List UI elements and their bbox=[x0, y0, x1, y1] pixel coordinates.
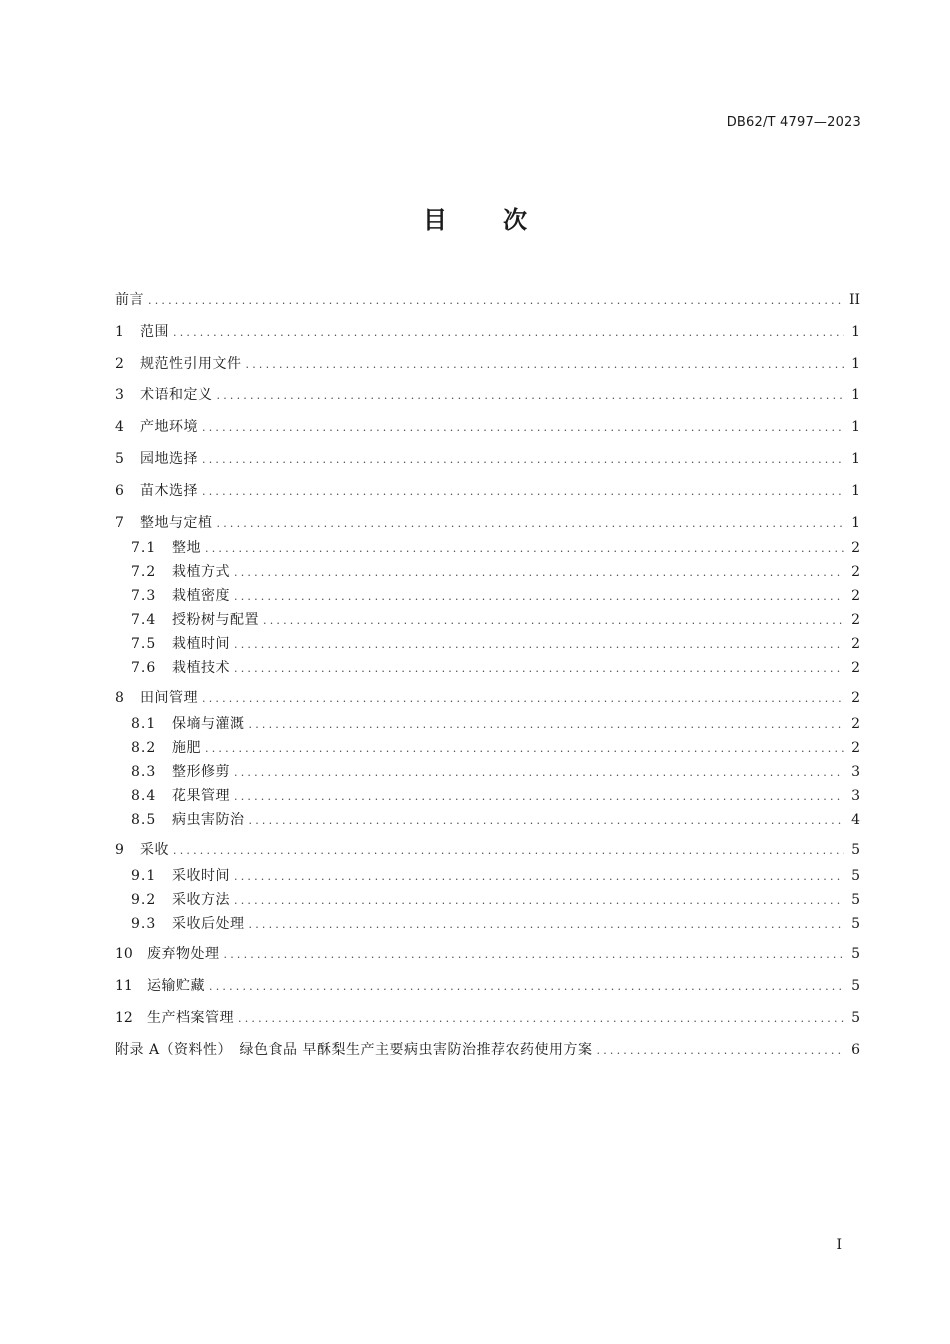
toc-entry-page: 1 bbox=[851, 387, 860, 403]
toc-entry-label: 废弃物处理 bbox=[147, 946, 220, 962]
toc-entry-page: 2 bbox=[851, 612, 860, 628]
toc-entry-7[interactable] bbox=[115, 513, 860, 533]
toc-entry-number: 11 bbox=[115, 978, 133, 994]
toc-entry-11[interactable] bbox=[115, 976, 860, 996]
toc-entry-5[interactable] bbox=[115, 449, 860, 469]
toc-entry-number: 4 bbox=[115, 419, 124, 435]
toc-entry-label: 栽植技术 bbox=[172, 660, 230, 676]
toc-entry-8-1[interactable] bbox=[115, 714, 860, 734]
toc-entry-10[interactable] bbox=[115, 944, 860, 964]
toc-entry-7-5[interactable] bbox=[115, 634, 860, 654]
leader-dots bbox=[209, 977, 844, 997]
leader-dots bbox=[597, 1041, 844, 1061]
toc-entry-label: 运输贮藏 bbox=[147, 978, 205, 994]
toc-entry-page: 2 bbox=[851, 690, 860, 706]
leader-dots bbox=[202, 689, 844, 709]
toc-entry-number: 8.4 bbox=[131, 788, 157, 804]
toc-entry-number: 7.6 bbox=[131, 660, 157, 676]
toc-entry-number: 7.2 bbox=[131, 564, 157, 580]
toc-entry-7-4[interactable] bbox=[115, 610, 860, 630]
toc-entry-3[interactable] bbox=[115, 385, 860, 405]
leader-dots bbox=[249, 811, 845, 831]
toc-entry-page: 2 bbox=[851, 660, 860, 676]
leader-dots bbox=[224, 945, 845, 965]
toc-entry-page: 5 bbox=[851, 1010, 860, 1026]
toc-entry-number: 8.5 bbox=[131, 812, 157, 828]
toc-entry-label: 栽植时间 bbox=[172, 636, 230, 652]
toc-entry-page: 2 bbox=[851, 564, 860, 580]
toc-entry-foreword[interactable] bbox=[115, 290, 860, 310]
leader-dots bbox=[217, 386, 845, 406]
toc-entry-page: 2 bbox=[851, 740, 860, 756]
toc-entry-number: 7.3 bbox=[131, 588, 157, 604]
toc-entry-number: 10 bbox=[115, 946, 133, 962]
leader-dots bbox=[249, 915, 845, 935]
toc-entry-number: 6 bbox=[115, 483, 124, 499]
leader-dots bbox=[234, 787, 844, 807]
leader-dots bbox=[205, 539, 844, 559]
page-number: I bbox=[836, 1237, 842, 1253]
toc-entry-page: 1 bbox=[851, 356, 860, 372]
toc-entry-7-2[interactable] bbox=[115, 562, 860, 582]
toc-entry-8-4[interactable] bbox=[115, 786, 860, 806]
toc-entry-page: 5 bbox=[851, 916, 860, 932]
toc-entry-9[interactable] bbox=[115, 840, 860, 860]
toc-entry-page: 3 bbox=[851, 788, 860, 804]
toc-entry-label: 整形修剪 bbox=[172, 764, 230, 780]
toc-entry-label: 园地选择 bbox=[140, 451, 198, 467]
leader-dots bbox=[234, 867, 844, 887]
toc-entry-page: 1 bbox=[851, 451, 860, 467]
toc-entry-label: 病虫害防治 bbox=[172, 812, 245, 828]
toc-entry-number: 2 bbox=[115, 356, 124, 372]
toc-entry-page: 5 bbox=[851, 978, 860, 994]
toc-entry-label: 整地与定植 bbox=[140, 515, 213, 531]
toc-entry-page: 5 bbox=[851, 842, 860, 858]
toc-entry-page: 2 bbox=[851, 588, 860, 604]
toc-entry-number: 9 bbox=[115, 842, 124, 858]
toc-entry-page: 6 bbox=[851, 1042, 860, 1058]
toc-entry-page: 5 bbox=[851, 868, 860, 884]
leader-dots bbox=[249, 715, 845, 735]
toc-entry-page: 3 bbox=[851, 764, 860, 780]
toc-entry-label: 采收 bbox=[140, 842, 169, 858]
toc-entry-page: 5 bbox=[851, 946, 860, 962]
toc-entry-page: 1 bbox=[851, 515, 860, 531]
page-title bbox=[0, 200, 950, 235]
toc-entry-number: 8.2 bbox=[131, 740, 157, 756]
toc-entry-7-1[interactable] bbox=[115, 538, 860, 558]
toc-entry-label: 栽植密度 bbox=[172, 588, 230, 604]
toc-entry-7-3[interactable] bbox=[115, 586, 860, 606]
toc-entry-8[interactable] bbox=[115, 688, 860, 708]
toc-entry-page: 2 bbox=[851, 540, 860, 556]
leader-dots bbox=[234, 763, 844, 783]
toc-entry-page: 2 bbox=[851, 636, 860, 652]
toc-entry-number: 8.1 bbox=[131, 716, 157, 732]
toc-entry-label: 前言 bbox=[115, 292, 144, 308]
toc-entry-8-5[interactable] bbox=[115, 810, 860, 830]
toc-entry-number: 3 bbox=[115, 387, 124, 403]
toc-entry-page: 4 bbox=[851, 812, 860, 828]
toc-entry-label: 授粉树与配置 bbox=[172, 612, 259, 628]
toc-entry-page: 1 bbox=[851, 483, 860, 499]
toc-entry-number: 8.3 bbox=[131, 764, 157, 780]
toc-entry-number: 9.2 bbox=[131, 892, 157, 908]
document-code: DB62/T 4797—2023 bbox=[726, 115, 861, 130]
leader-dots bbox=[234, 563, 844, 583]
toc-entry-number: 8 bbox=[115, 690, 124, 706]
leader-dots bbox=[217, 514, 845, 534]
leader-dots bbox=[238, 1009, 844, 1029]
toc-entry-number: 7.4 bbox=[131, 612, 157, 628]
leader-dots bbox=[234, 587, 844, 607]
toc-entry-appendix-a[interactable] bbox=[115, 1040, 860, 1060]
toc-entry-label: 产地环境 bbox=[140, 419, 198, 435]
leader-dots bbox=[234, 659, 844, 679]
leader-dots bbox=[246, 355, 845, 375]
toc-entry-number: 12 bbox=[115, 1010, 133, 1026]
toc-entry-label: 花果管理 bbox=[172, 788, 230, 804]
leader-dots bbox=[202, 418, 844, 438]
toc-entry-label: 术语和定义 bbox=[140, 387, 213, 403]
toc-entry-number: 7.5 bbox=[131, 636, 157, 652]
toc-entry-8-3[interactable] bbox=[115, 762, 860, 782]
leader-dots bbox=[148, 291, 843, 311]
leader-dots bbox=[234, 891, 844, 911]
toc-entry-label: 范围 bbox=[140, 324, 169, 340]
toc-entry-label: 苗木选择 bbox=[140, 483, 198, 499]
toc-entry-9-3[interactable] bbox=[115, 914, 860, 934]
title-char-left: 目 bbox=[423, 206, 447, 234]
toc-entry-4[interactable] bbox=[115, 417, 860, 437]
toc-entry-number: 9.3 bbox=[131, 916, 157, 932]
toc-entry-6[interactable] bbox=[115, 481, 860, 501]
leader-dots bbox=[173, 841, 844, 861]
toc-entry-page: II bbox=[848, 292, 860, 308]
toc-entry-label: 栽植方式 bbox=[172, 564, 230, 580]
toc-entry-7-6[interactable] bbox=[115, 658, 860, 678]
toc-entry-1[interactable] bbox=[115, 322, 860, 342]
leader-dots bbox=[202, 450, 844, 470]
toc-entry-number: 1 bbox=[115, 324, 124, 340]
toc-entry-9-2[interactable] bbox=[115, 890, 860, 910]
toc-entry-label: 采收方法 bbox=[172, 892, 230, 908]
toc-entry-label: 生产档案管理 bbox=[147, 1010, 234, 1026]
toc-entry-number: 7.1 bbox=[131, 540, 157, 556]
leader-dots bbox=[263, 611, 844, 631]
leader-dots bbox=[173, 323, 844, 343]
toc-entry-2[interactable] bbox=[115, 354, 860, 374]
toc-entry-label: 附录 A（资料性） 绿色食品 早酥梨生产主要病虫害防治推荐农药使用方案 bbox=[115, 1042, 593, 1058]
toc-entry-label: 保墒与灌溉 bbox=[172, 716, 245, 732]
toc-entry-page: 2 bbox=[851, 716, 860, 732]
toc-entry-9-1[interactable] bbox=[115, 866, 860, 886]
leader-dots bbox=[202, 482, 844, 502]
toc-entry-label: 采收时间 bbox=[172, 868, 230, 884]
toc-entry-8-2[interactable] bbox=[115, 738, 860, 758]
toc-entry-label: 规范性引用文件 bbox=[140, 356, 242, 372]
toc-entry-label: 采收后处理 bbox=[172, 916, 245, 932]
leader-dots bbox=[234, 635, 844, 655]
toc-entry-12[interactable] bbox=[115, 1008, 860, 1028]
toc-entry-label: 整地 bbox=[172, 540, 201, 556]
toc-entry-page: 1 bbox=[851, 419, 860, 435]
toc-entry-page: 5 bbox=[851, 892, 860, 908]
leader-dots bbox=[205, 739, 844, 759]
toc-entry-number: 5 bbox=[115, 451, 124, 467]
toc-entry-page: 1 bbox=[851, 324, 860, 340]
toc-entry-label: 施肥 bbox=[172, 740, 201, 756]
title-char-right: 次 bbox=[503, 206, 527, 234]
toc-entry-label: 田间管理 bbox=[140, 690, 198, 706]
toc-entry-number: 9.1 bbox=[131, 868, 157, 884]
toc-entry-number: 7 bbox=[115, 515, 124, 531]
